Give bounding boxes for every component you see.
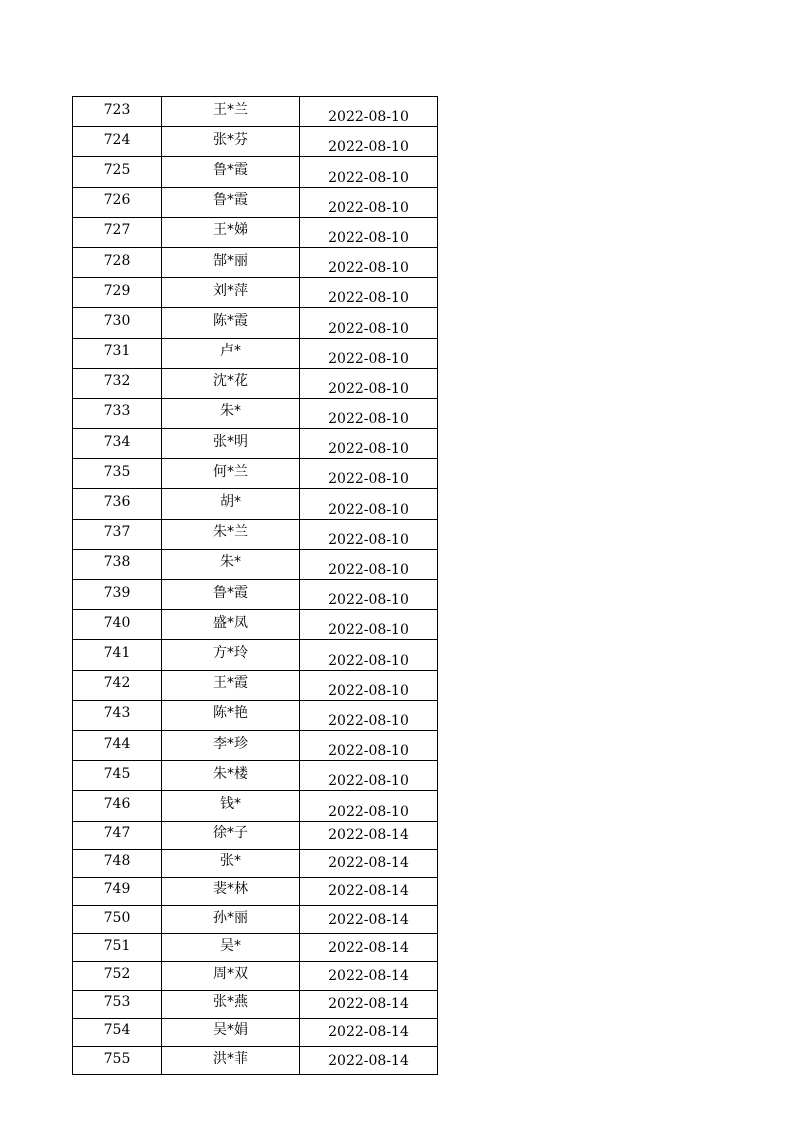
date-cell-text: 2022-08-10: [328, 471, 409, 488]
name-cell: [162, 580, 300, 610]
row-number-cell-text: 754: [103, 1022, 131, 1039]
table-row: [73, 157, 438, 187]
date-cell-text: 2022-08-10: [328, 531, 409, 548]
row-number-cell: [73, 670, 162, 700]
date-cell-text: 2022-08-10: [328, 380, 409, 397]
row-number-cell-text: 741: [103, 644, 131, 661]
row-number-cell-text: 733: [103, 403, 131, 420]
date-cell-text: 2022-08-10: [328, 622, 409, 639]
row-number-cell: [73, 519, 162, 549]
name-cell-text: 盛*凤: [213, 614, 248, 631]
table-row: [73, 1047, 438, 1075]
name-cell-text: 刘*萍: [213, 282, 248, 299]
date-cell: [300, 610, 438, 640]
table-row: [73, 368, 438, 398]
date-cell-text: 2022-08-14: [328, 911, 409, 928]
date-cell: [300, 1018, 438, 1046]
date-cell-text: 2022-08-10: [328, 682, 409, 699]
name-cell: [162, 97, 300, 127]
date-cell: [300, 670, 438, 700]
name-cell-text: 钱*: [220, 795, 241, 812]
name-cell: [162, 761, 300, 791]
date-cell: [300, 368, 438, 398]
date-cell-text: 2022-08-14: [328, 968, 409, 985]
row-number-cell: [73, 791, 162, 821]
name-cell: [162, 338, 300, 368]
name-cell-text: 沈*花: [213, 373, 248, 390]
row-number-cell-text: 726: [103, 192, 131, 209]
date-cell: [300, 97, 438, 127]
date-cell-text: 2022-08-10: [328, 350, 409, 367]
row-number-cell: [73, 761, 162, 791]
name-cell: [162, 368, 300, 398]
name-cell-text: 吴*: [220, 937, 241, 954]
date-cell: [300, 549, 438, 579]
date-cell: [300, 700, 438, 730]
row-number-cell: [73, 308, 162, 338]
name-cell: [162, 700, 300, 730]
row-number-cell-text: 736: [103, 494, 131, 511]
table-row: [73, 791, 438, 821]
row-number-cell-text: 732: [103, 373, 131, 390]
table-row: [73, 247, 438, 277]
row-number-cell-text: 750: [103, 909, 131, 926]
date-cell: [300, 962, 438, 990]
date-cell: [300, 519, 438, 549]
name-cell: [162, 127, 300, 157]
date-cell-text: 2022-08-10: [328, 260, 409, 277]
row-number-cell-text: 748: [103, 853, 131, 870]
date-cell: [300, 338, 438, 368]
row-number-cell: [73, 217, 162, 247]
date-cell: [300, 877, 438, 905]
table-row: [73, 849, 438, 877]
row-number-cell: [73, 187, 162, 217]
name-cell-text: 张*燕: [213, 994, 248, 1011]
table-row: [73, 549, 438, 579]
name-cell-text: 徐*子: [213, 825, 248, 842]
name-cell: [162, 877, 300, 905]
table-row: [73, 934, 438, 962]
date-cell: [300, 906, 438, 934]
date-cell-text: 2022-08-10: [328, 592, 409, 609]
table-row: [73, 610, 438, 640]
row-number-cell-text: 738: [103, 554, 131, 571]
date-cell: [300, 187, 438, 217]
table-row: [73, 670, 438, 700]
date-cell-text: 2022-08-14: [328, 855, 409, 872]
row-number-cell-text: 735: [103, 463, 131, 480]
table-row: [73, 990, 438, 1018]
table-row: [73, 459, 438, 489]
date-cell-text: 2022-08-10: [328, 139, 409, 156]
date-cell-text: 2022-08-14: [328, 939, 409, 956]
date-cell-text: 2022-08-10: [328, 773, 409, 790]
name-cell-text: 张*明: [213, 433, 248, 450]
name-cell: [162, 1018, 300, 1046]
name-cell-text: 鲁*霞: [213, 192, 248, 209]
date-cell: [300, 217, 438, 247]
date-cell: [300, 640, 438, 670]
records-table-body: [73, 97, 438, 1075]
name-cell: [162, 791, 300, 821]
name-cell-text: 陈*霞: [213, 312, 248, 329]
name-cell-text: 周*双: [213, 966, 248, 983]
date-cell-text: 2022-08-10: [328, 169, 409, 186]
name-cell-text: 王*兰: [213, 101, 248, 118]
date-cell-text: 2022-08-10: [328, 652, 409, 669]
date-cell: [300, 821, 438, 849]
row-number-cell-text: 745: [103, 765, 131, 782]
row-number-cell: [73, 610, 162, 640]
date-cell-text: 2022-08-14: [328, 827, 409, 844]
row-number-cell-text: 755: [103, 1050, 131, 1067]
name-cell: [162, 278, 300, 308]
row-number-cell: [73, 127, 162, 157]
name-cell-text: 陈*艳: [213, 705, 248, 722]
row-number-cell-text: 728: [103, 252, 131, 269]
table-row: [73, 640, 438, 670]
date-cell: [300, 934, 438, 962]
table-row: [73, 962, 438, 990]
date-cell: [300, 127, 438, 157]
name-cell: [162, 308, 300, 338]
row-number-cell-text: 746: [103, 795, 131, 812]
date-cell-text: 2022-08-10: [328, 411, 409, 428]
row-number-cell-text: 727: [103, 222, 131, 239]
table-row: [73, 761, 438, 791]
name-cell-text: 李*珍: [213, 735, 248, 752]
row-number-cell: [73, 157, 162, 187]
row-number-cell-text: 747: [103, 825, 131, 842]
date-cell: [300, 247, 438, 277]
name-cell-text: 朱*: [220, 403, 241, 420]
row-number-cell: [73, 730, 162, 760]
table-row: [73, 97, 438, 127]
row-number-cell-text: 724: [103, 131, 131, 148]
date-cell: [300, 580, 438, 610]
date-cell-text: 2022-08-10: [328, 501, 409, 518]
row-number-cell: [73, 934, 162, 962]
table-row: [73, 821, 438, 849]
name-cell: [162, 821, 300, 849]
table-row: [73, 877, 438, 905]
name-cell-text: 王*霞: [213, 675, 248, 692]
date-cell: [300, 459, 438, 489]
date-cell: [300, 730, 438, 760]
name-cell-text: 胡*: [220, 494, 241, 511]
date-cell: [300, 761, 438, 791]
row-number-cell: [73, 640, 162, 670]
name-cell: [162, 157, 300, 187]
table-row: [73, 489, 438, 519]
date-cell: [300, 429, 438, 459]
name-cell-text: 卢*: [220, 343, 241, 360]
name-cell-text: 洪*菲: [213, 1050, 248, 1067]
row-number-cell-text: 737: [103, 524, 131, 541]
row-number-cell: [73, 700, 162, 730]
name-cell-text: 鲁*霞: [213, 584, 248, 601]
date-cell-text: 2022-08-10: [328, 562, 409, 578]
name-cell-text: 方*玲: [213, 644, 248, 661]
row-number-cell: [73, 821, 162, 849]
row-number-cell: [73, 990, 162, 1018]
table-row: [73, 906, 438, 934]
row-number-cell-text: 749: [103, 881, 131, 898]
date-cell-text: 2022-08-10: [328, 743, 409, 760]
name-cell: [162, 906, 300, 934]
row-number-cell: [73, 247, 162, 277]
table-row: [73, 398, 438, 428]
date-cell: [300, 278, 438, 308]
row-number-cell: [73, 368, 162, 398]
date-cell-text: 2022-08-14: [328, 996, 409, 1013]
name-cell: [162, 962, 300, 990]
row-number-cell-text: 740: [103, 614, 131, 631]
name-cell-text: 朱*楼: [213, 765, 248, 782]
date-cell-text: 2022-08-10: [328, 199, 409, 216]
date-cell: [300, 1047, 438, 1075]
table-row: [73, 217, 438, 247]
date-cell: [300, 308, 438, 338]
table-row: [73, 1018, 438, 1046]
row-number-cell-text: 725: [103, 161, 131, 178]
table-row: [73, 700, 438, 730]
date-cell-text: 2022-08-10: [328, 803, 409, 820]
date-cell-text: 2022-08-14: [328, 883, 409, 900]
table-row: [73, 730, 438, 760]
date-cell: [300, 489, 438, 519]
table-row: [73, 580, 438, 610]
name-cell-text: 孙*丽: [213, 909, 248, 926]
date-cell-text: 2022-08-10: [328, 290, 409, 307]
name-cell: [162, 459, 300, 489]
row-number-cell: [73, 906, 162, 934]
name-cell: [162, 398, 300, 428]
date-cell: [300, 157, 438, 187]
name-cell: [162, 489, 300, 519]
name-cell: [162, 1047, 300, 1075]
row-number-cell: [73, 459, 162, 489]
row-number-cell-text: 752: [103, 966, 131, 983]
date-cell-text: 2022-08-10: [328, 320, 409, 337]
row-number-cell: [73, 1047, 162, 1075]
name-cell-text: 朱*兰: [213, 524, 248, 541]
row-number-cell: [73, 849, 162, 877]
name-cell-text: 张*: [220, 853, 241, 870]
name-cell: [162, 670, 300, 700]
row-number-cell: [73, 580, 162, 610]
row-number-cell-text: 743: [103, 705, 131, 722]
row-number-cell-text: 730: [103, 312, 131, 329]
row-number-cell-text: 751: [103, 937, 131, 954]
date-cell-text: 2022-08-10: [328, 109, 409, 126]
row-number-cell-text: 723: [103, 101, 131, 118]
name-cell: [162, 549, 300, 579]
name-cell: [162, 610, 300, 640]
date-cell: [300, 398, 438, 428]
date-cell: [300, 849, 438, 877]
row-number-cell-text: 739: [103, 584, 131, 601]
row-number-cell-text: 742: [103, 675, 131, 692]
name-cell-text: 朱*: [220, 554, 241, 571]
table-row: [73, 187, 438, 217]
row-number-cell: [73, 489, 162, 519]
name-cell: [162, 217, 300, 247]
row-number-cell: [73, 278, 162, 308]
date-cell-text: 2022-08-14: [328, 1052, 409, 1069]
table-row: [73, 278, 438, 308]
date-cell: [300, 791, 438, 821]
row-number-cell-text: 734: [103, 433, 131, 450]
row-number-cell: [73, 338, 162, 368]
name-cell: [162, 519, 300, 549]
row-number-cell-text: 731: [103, 343, 131, 360]
row-number-cell: [73, 398, 162, 428]
row-number-cell: [73, 877, 162, 905]
table-row: [73, 338, 438, 368]
date-cell-text: 2022-08-10: [328, 441, 409, 458]
name-cell-text: 何*兰: [213, 463, 248, 480]
name-cell: [162, 187, 300, 217]
name-cell-text: 郜*丽: [213, 252, 248, 269]
row-number-cell-text: 744: [103, 735, 131, 752]
row-number-cell: [73, 1018, 162, 1046]
name-cell-text: 张*芬: [213, 131, 248, 148]
name-cell: [162, 730, 300, 760]
date-cell-text: 2022-08-10: [328, 229, 409, 246]
table-row: [73, 127, 438, 157]
date-cell: [300, 990, 438, 1018]
name-cell-text: 鲁*霞: [213, 161, 248, 178]
name-cell: [162, 934, 300, 962]
table-row: [73, 429, 438, 459]
date-cell-text: 2022-08-10: [328, 712, 409, 729]
row-number-cell-text: 729: [103, 282, 131, 299]
date-cell-text: 2022-08-14: [328, 1024, 409, 1041]
name-cell: [162, 429, 300, 459]
name-cell-text: 王*娣: [213, 222, 248, 239]
table-row: [73, 308, 438, 338]
name-cell: [162, 640, 300, 670]
row-number-cell-text: 753: [103, 994, 131, 1011]
table-row: [73, 519, 438, 549]
name-cell: [162, 247, 300, 277]
records-table: [72, 96, 438, 1075]
row-number-cell: [73, 962, 162, 990]
name-cell-text: 吴*娟: [213, 1022, 248, 1039]
name-cell: [162, 990, 300, 1018]
name-cell-text: 裴*林: [213, 881, 248, 898]
row-number-cell: [73, 549, 162, 579]
row-number-cell: [73, 97, 162, 127]
name-cell: [162, 849, 300, 877]
row-number-cell: [73, 429, 162, 459]
